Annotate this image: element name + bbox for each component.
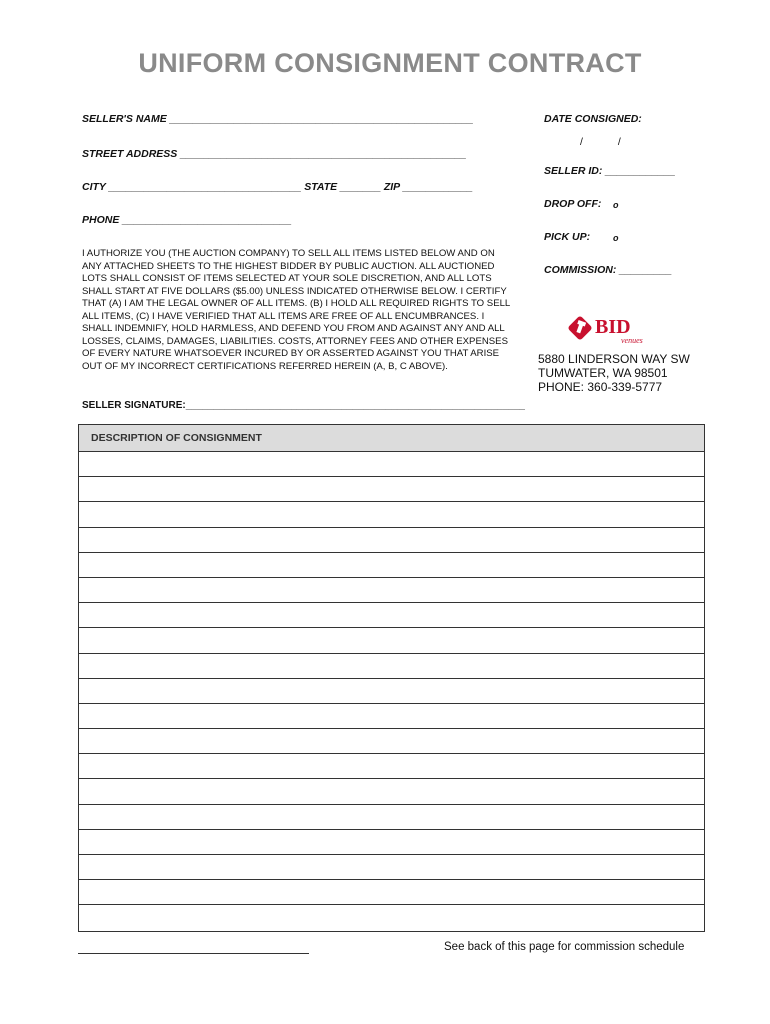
gavel-icon bbox=[565, 316, 660, 346]
city-state-zip-field[interactable]: CITY _________________________________ STATE _______ ZIP ____________ bbox=[82, 181, 473, 193]
consignment-table bbox=[78, 424, 705, 932]
date-consigned-field[interactable]: / / bbox=[580, 136, 621, 148]
address-phone: PHONE: 360-339-5777 bbox=[538, 380, 663, 394]
street-address-field[interactable]: STREET ADDRESS _________________________________________________ bbox=[82, 148, 467, 160]
address-line2: TUMWATER, WA 98501 bbox=[538, 366, 668, 380]
table-row[interactable] bbox=[79, 805, 704, 830]
table-row[interactable] bbox=[79, 855, 704, 880]
bid-venues-logo bbox=[565, 316, 660, 346]
logo-word: BID bbox=[595, 316, 631, 338]
table-header: DESCRIPTION OF CONSIGNMENT bbox=[79, 425, 704, 452]
table-row[interactable] bbox=[79, 603, 704, 628]
table-row[interactable] bbox=[79, 679, 704, 704]
table-row[interactable] bbox=[79, 704, 704, 729]
seller-id-field[interactable]: SELLER ID: ____________ bbox=[544, 165, 676, 177]
table-row[interactable] bbox=[79, 779, 704, 804]
table-body bbox=[79, 452, 704, 931]
logo-sub: venues bbox=[621, 336, 643, 345]
table-row[interactable] bbox=[79, 729, 704, 754]
commission-field[interactable]: COMMISSION: _________ bbox=[544, 264, 672, 276]
pick-up-checkbox[interactable]: o bbox=[613, 233, 619, 243]
table-row[interactable] bbox=[79, 477, 704, 502]
table-row[interactable] bbox=[79, 880, 704, 905]
footer-line bbox=[78, 953, 309, 954]
address-line1: 5880 LINDERSON WAY SW bbox=[538, 352, 690, 366]
table-row[interactable] bbox=[79, 754, 704, 779]
date-consigned-label: DATE CONSIGNED: bbox=[544, 113, 642, 125]
drop-off-label: DROP OFF: bbox=[544, 198, 602, 210]
table-row[interactable] bbox=[79, 654, 704, 679]
drop-off-checkbox[interactable]: o bbox=[613, 200, 619, 210]
table-row[interactable] bbox=[79, 553, 704, 578]
table-row[interactable] bbox=[79, 830, 704, 855]
table-row[interactable] bbox=[79, 502, 704, 527]
seller-signature-field[interactable]: SELLER SIGNATURE:_____________________________________________________________ bbox=[82, 400, 525, 411]
seller-name-field[interactable]: SELLER'S NAME ____________________________________________________ bbox=[82, 113, 474, 125]
page-title: UNIFORM CONSIGNMENT CONTRACT bbox=[138, 48, 642, 78]
table-row[interactable] bbox=[79, 628, 704, 653]
footer-note: See back of this page for commission schedule bbox=[444, 941, 685, 953]
table-row[interactable] bbox=[79, 578, 704, 603]
table-row[interactable] bbox=[79, 452, 704, 477]
pick-up-label: PICK UP: bbox=[544, 231, 591, 243]
table-row[interactable] bbox=[79, 528, 704, 553]
terms-paragraph: I AUTHORIZE YOU (THE AUCTION COMPANY) TO SELL ALL ITEMS LISTED BELOW AND ON ANY ATTACHED SHEETS TO THE HIGHEST BIDDER BY PUBLIC AUCTION. ALL AUCTIONED LOTS SHALL CONSIST OF ITEMS SELECTED AT YOUR SOLE DISCRETION, AND ALL LOTS SHALL START AT FIVE DOLLARS ($5.00) UNLESS INDICATED OTHERWISE BELOW. I CERTIFY THAT (A) I AM THE LEGAL OWNER OF ALL ITEMS. (B) I HOLD ALL REQUIRED RIGHTS TO SELL ALL ITEMS, (C) I HAVE VERIFIED THAT ALL ITEMS ARE FREE OF ALL ENCUMBRANCES. I SHALL INDEMNIFY, HOLD HARMLESS, AND DEFEND YOU FROM AND AGAINST ANY AND ALL LOSSES, CLAIMS, DAMAGES, LIABILITIES. COSTS, ATTORNEY FEES AND OTHER EXPENSES OF EVERY NATURE WHATSOEVER INCURED BY OR ASSERTED AGAINST YOU THAT ARISE OUT OF MY INCORRECT CERTIFICATIONS REFERRED HEREIN (A, B, C ABOVE). bbox=[82, 248, 511, 372]
phone-field[interactable]: PHONE _____________________________ bbox=[82, 214, 292, 226]
table-row[interactable] bbox=[79, 905, 704, 930]
